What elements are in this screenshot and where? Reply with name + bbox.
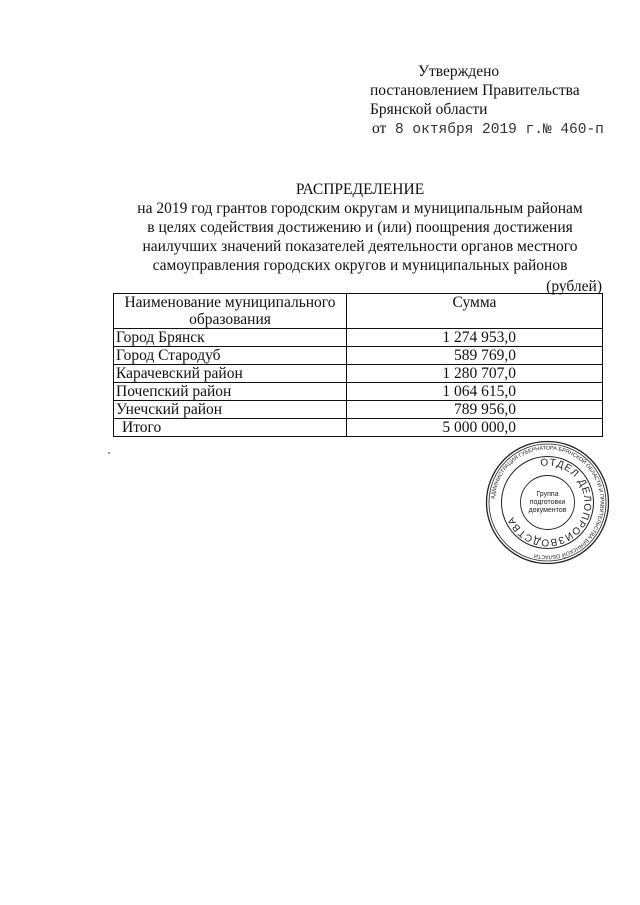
table-total-row bbox=[114, 419, 603, 437]
approval-line-decree: постановлением Правительства bbox=[370, 82, 580, 99]
table-row bbox=[114, 401, 603, 419]
stamp-center-line-3: документов bbox=[528, 507, 567, 514]
stamp-center-line-2: подготовки bbox=[529, 499, 566, 506]
row-name: Почепский район bbox=[114, 383, 347, 401]
document-heading bbox=[100, 180, 620, 275]
row-amount: 1 274 953,0 bbox=[347, 329, 603, 347]
row-name: Карачевский район bbox=[114, 365, 347, 383]
unit-label: (рублей) bbox=[546, 278, 602, 295]
table-header-row bbox=[114, 294, 603, 329]
grants-table bbox=[113, 293, 603, 437]
row-amount: 1 280 707,0 bbox=[347, 365, 603, 383]
row-name: Город Стародуб bbox=[114, 347, 347, 365]
approval-date-value: 8 октября 2019 г.№ 460-п bbox=[395, 122, 604, 138]
approval-date bbox=[370, 119, 604, 140]
office-stamp bbox=[485, 440, 610, 565]
stamp-outer-text: АДМИНИСТРАЦИЯ ГУБЕРНАТОРА БРЯНСКОЙ ОБЛАСТИ И ПРАВИТЕЛЬСТВА БРЯНСКОЙ ОБЛАСТИ bbox=[490, 445, 605, 560]
total-label: Итого bbox=[114, 419, 347, 437]
approval-title: Утверждено bbox=[418, 63, 500, 80]
approval-block bbox=[370, 62, 604, 140]
heading-line-3: наилучших значений показателей деятельности органов местного bbox=[142, 238, 578, 255]
total-amount: 5 000 000,0 bbox=[347, 419, 603, 437]
row-amount: 789 956,0 bbox=[347, 401, 603, 419]
heading-line-2: в целях содействия достижению и (или) поощрения достижения bbox=[147, 219, 573, 236]
heading-line-4: самоуправления городских округов и муниципальных районов bbox=[152, 257, 568, 274]
column-header-amount: Сумма bbox=[347, 294, 603, 329]
document-title: РАСПРЕДЕЛЕНИЕ bbox=[295, 181, 425, 198]
scan-speck bbox=[108, 452, 110, 454]
column-header-name: Наименование муниципального образования bbox=[114, 294, 347, 329]
table-row bbox=[114, 329, 603, 347]
stamp-inner-text: ОТДЕЛ ДЕЛОПРОИЗВОДСТВА bbox=[505, 457, 593, 548]
row-name: Унечский район bbox=[114, 401, 347, 419]
approval-date-prefix: от bbox=[372, 120, 387, 137]
table-row bbox=[114, 383, 603, 401]
row-amount: 589 769,0 bbox=[347, 347, 603, 365]
approval-line-region: Брянской области bbox=[370, 101, 488, 118]
row-amount: 1 064 615,0 bbox=[347, 383, 603, 401]
row-name: Город Брянск bbox=[114, 329, 347, 347]
table-row bbox=[114, 347, 603, 365]
stamp-center-line-1: Группа bbox=[536, 491, 559, 498]
table-row bbox=[114, 365, 603, 383]
heading-line-1: на 2019 год грантов городским округам и муниципальным районам bbox=[137, 200, 583, 217]
